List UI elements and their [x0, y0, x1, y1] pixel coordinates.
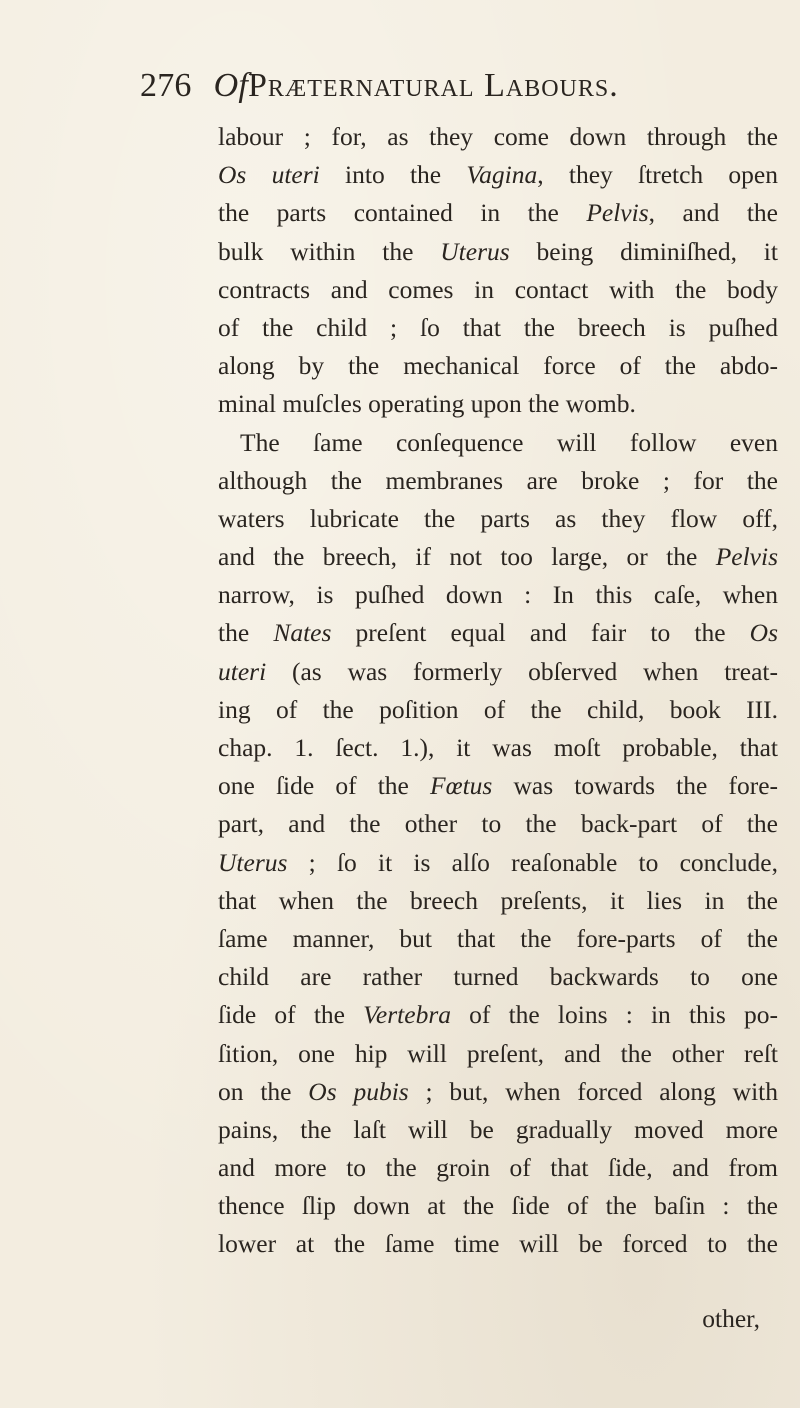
text-line: bulk within the Uterus being diminiſhed, it: [218, 236, 778, 266]
text-line: along by the mechanical force of the abdo-: [218, 351, 778, 381]
text-line: ſide of the Vertebra of the loins : in this po-: [218, 1000, 778, 1030]
text-line: waters lubricate the parts as they flow off,: [218, 503, 778, 533]
text-line: one ſide of the Fœtus was towards the fore-: [218, 771, 779, 801]
catchword-text: other,: [702, 1304, 760, 1333]
text-line: Uterus ; ſo it is alſo reaſonable to conclude,: [218, 847, 778, 877]
catchword: [0, 1300, 780, 1338]
text-line: on the Os pubis ; but, when forced along with: [218, 1076, 778, 1106]
text-line: contracts and comes in contact with the body: [218, 274, 778, 304]
text-line: uteri (as was formerly obſerved when treat-: [218, 656, 778, 686]
body-text: [218, 118, 778, 1264]
text-line: chap. 1. ſect. 1.), it was moſt probable, that: [218, 733, 778, 762]
text-line: labour ; for, as they come down through the: [218, 122, 778, 151]
running-head-of: Of: [213, 67, 249, 104]
running-head: [140, 64, 780, 108]
running-head-title: Præternatural Labours.: [248, 67, 619, 104]
text-line: although the membranes are broke ; for the: [218, 465, 778, 495]
page-number: 276: [140, 67, 192, 104]
text-line: pains, the laſt will be gradually moved more: [218, 1114, 778, 1144]
text-line: of the child ; ſo that the breech is puſhed: [218, 312, 778, 342]
text-line: that when the breech preſents, it lies in the: [218, 885, 778, 915]
text-line: thence ſlip down at the ſide of the baſin : the: [218, 1191, 778, 1221]
text-line: and more to the groin of that ſide, and from: [218, 1153, 778, 1183]
text-line: child are rather turned backwards to one: [218, 962, 778, 992]
text-line: and the breech, if not too large, or the Pelvis: [218, 542, 778, 572]
text-line: minal muſcles operating upon the womb.: [218, 389, 636, 419]
text-line: ſition, one hip will preſent, and the other reſt: [218, 1038, 778, 1068]
text-line: lower at the ſame time will be forced to the: [218, 1229, 778, 1259]
text-line: ing of the poſition of the child, book III.: [218, 694, 778, 724]
text-line: part, and the other to the back-part of the: [218, 809, 778, 839]
text-line: the Nates preſent equal and fair to the Os: [218, 618, 778, 648]
text-line: Os uteri into the Vagina, they ſtretch open: [218, 160, 779, 190]
text-line: ſame manner, but that the fore-parts of the: [218, 923, 778, 953]
text-line: the parts contained in the Pelvis, and the: [218, 198, 778, 228]
text-line: The ſame conſequence will follow even: [240, 427, 778, 457]
text-line: narrow, is puſhed down : In this caſe, when: [218, 580, 778, 610]
